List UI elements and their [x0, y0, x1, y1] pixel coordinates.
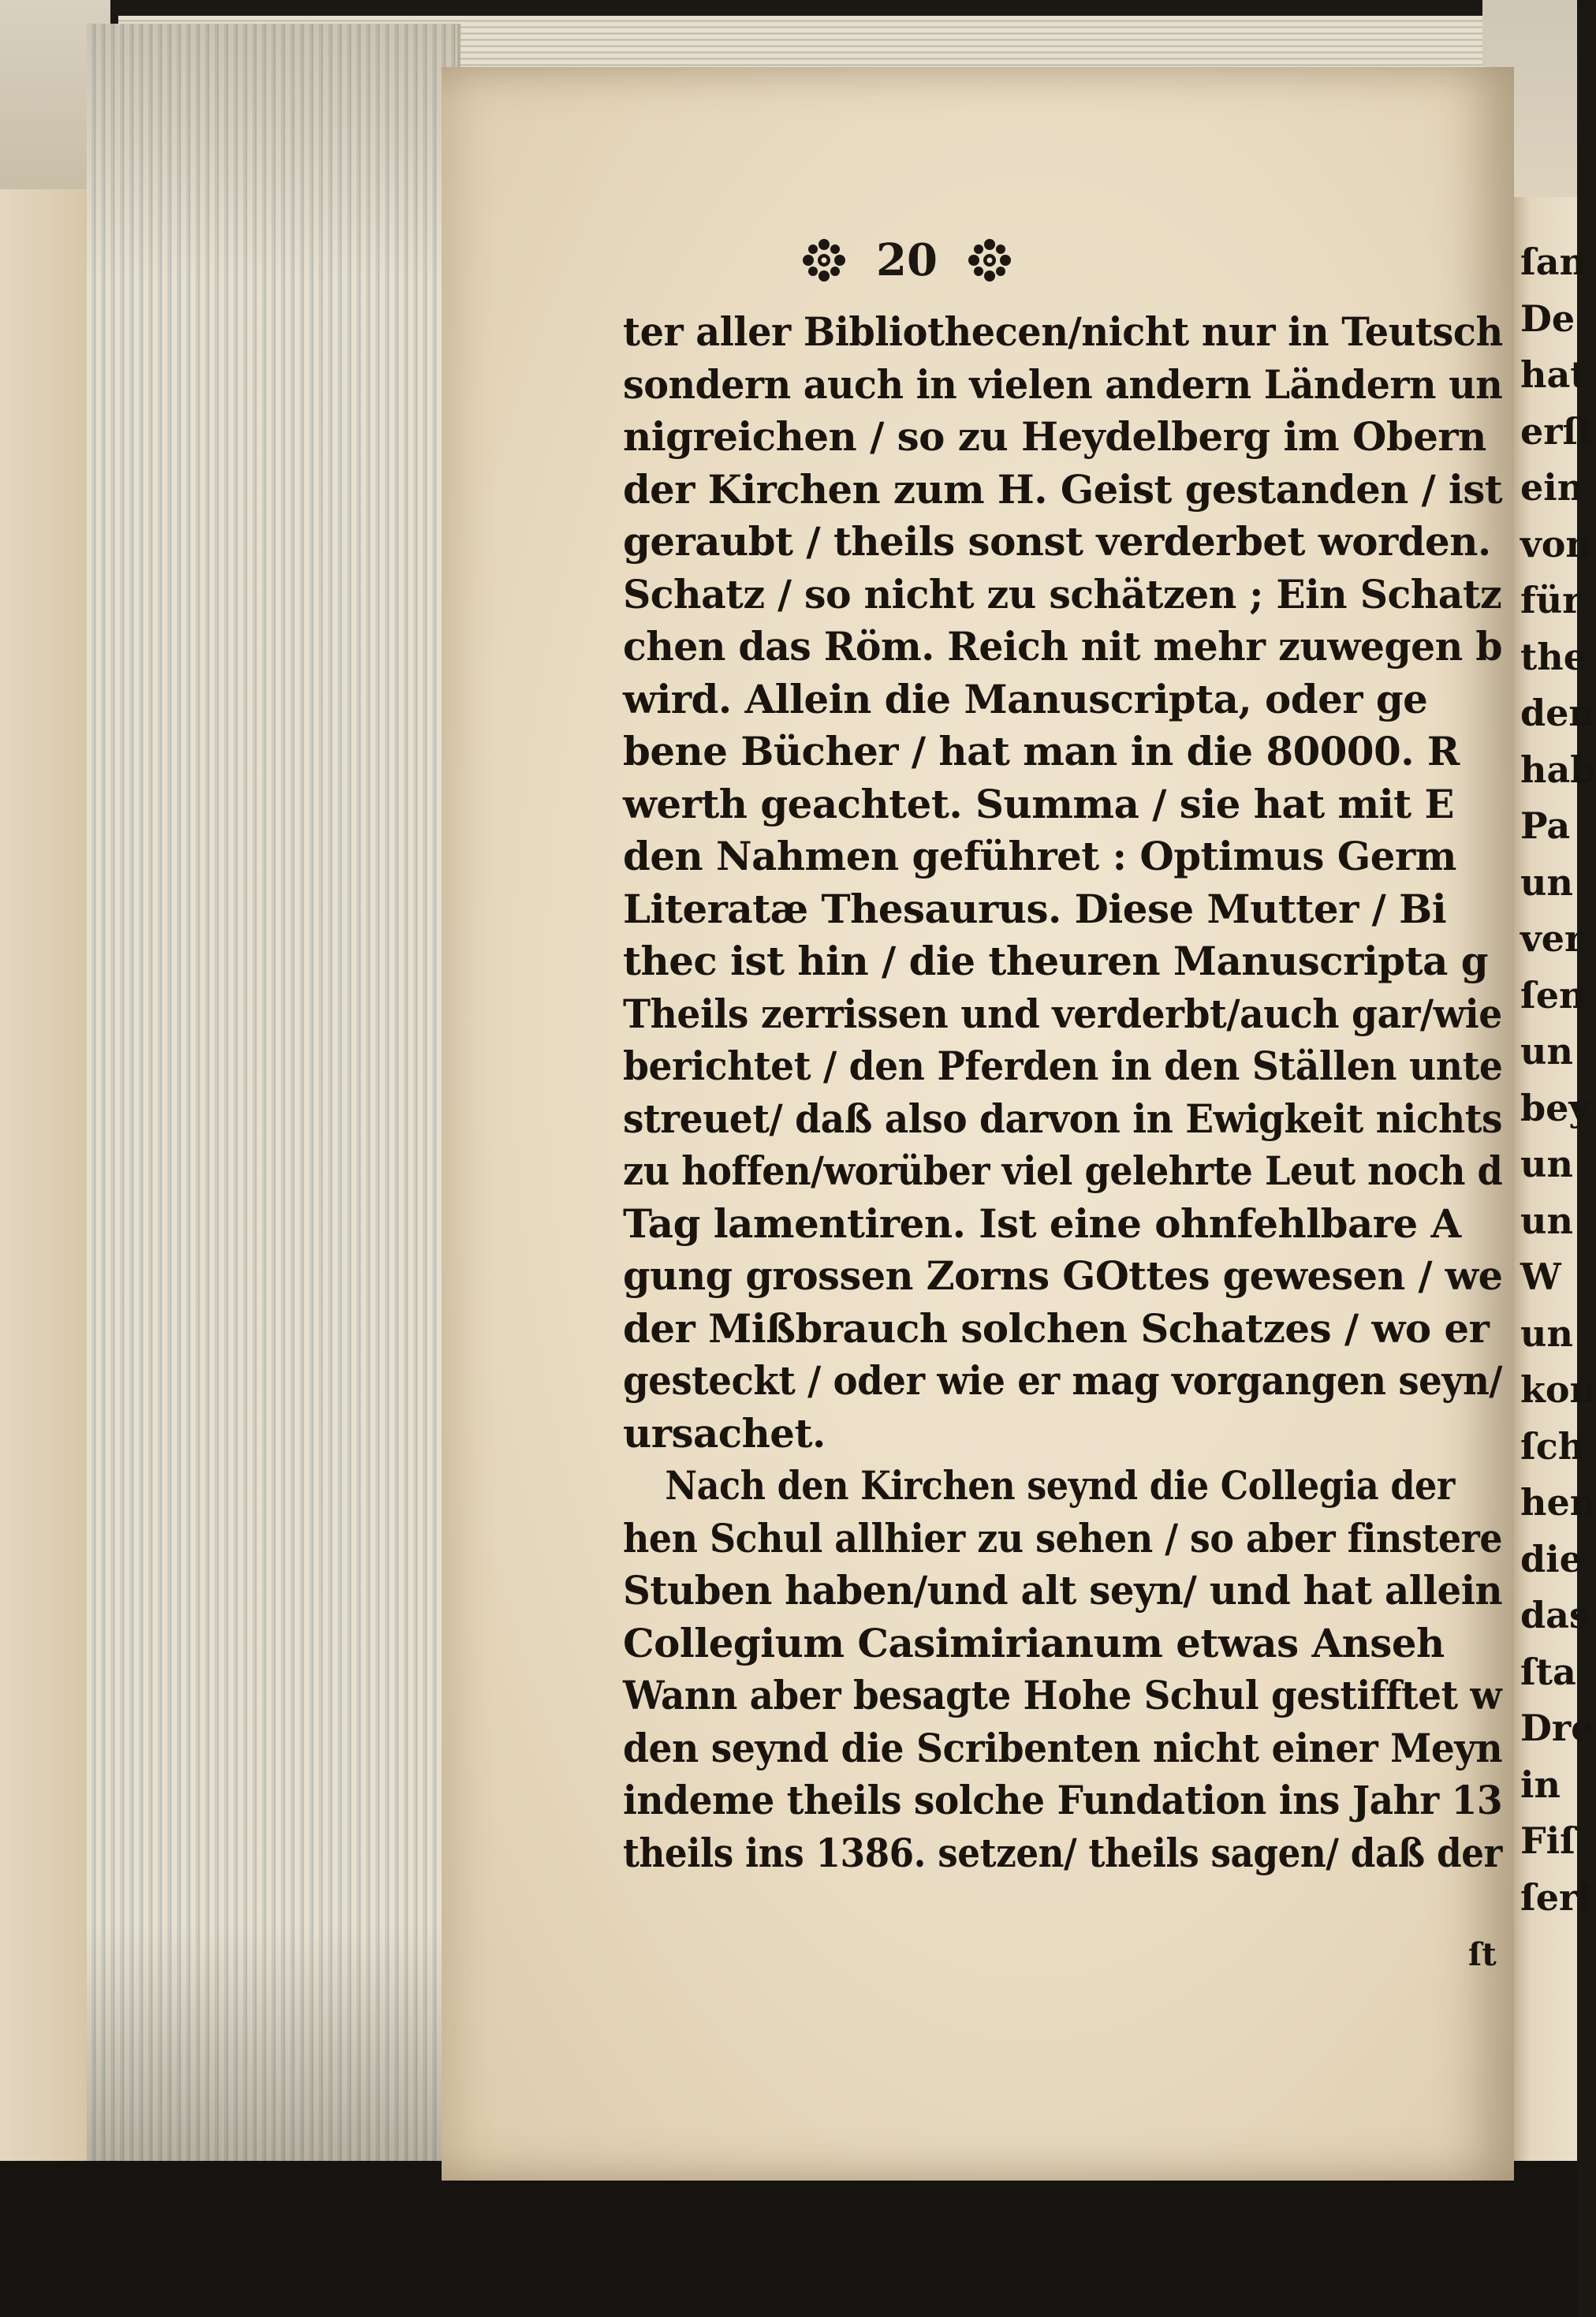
facing-page-fragment: hat [1520, 353, 1587, 396]
facing-page-fragment: hab [1520, 748, 1596, 791]
text-line: den Nahmen geführet : Optimus Germ [623, 833, 1456, 879]
facing-page-fragment: De [1520, 297, 1575, 340]
facing-page-fragment: für [1520, 579, 1582, 621]
text-line: Nach den Kirchen seynd die Collegia der [665, 1462, 1455, 1509]
text-line: streuet/ daß also darvon in Ewigkeit nichts [623, 1095, 1503, 1142]
facing-page-fragment: ſta [1520, 1650, 1576, 1693]
text-line: Schatz / so nicht zu schätzen ; Ein Schatz [623, 570, 1502, 617]
text-line: der Mißbrauch solchen Schatzes / wo er [623, 1304, 1490, 1352]
facing-page-fragment: ſerl [1520, 1875, 1592, 1919]
facing-page-fragment: in [1520, 1763, 1561, 1806]
facing-page-fragment: ſen [1520, 973, 1586, 1017]
facing-page-fragment: das [1520, 1594, 1590, 1636]
facing-page-fragment: hen [1520, 1481, 1596, 1524]
text-line: bene Bücher / hat man in die 80000. R [623, 728, 1460, 774]
page-header [552, 225, 1262, 296]
text-line: Tag lamentiren. Ist eine ohnfehlbare A [623, 1200, 1461, 1247]
facing-page-fragment: ſch [1520, 1424, 1585, 1468]
text-line: Stuben haben/und alt seyn/ und hat allein [623, 1567, 1503, 1614]
text-line: den seynd die Scribenten nicht einer Meyn [623, 1724, 1503, 1771]
text-line: indeme theils solche Fundation ins Jahr 13 [623, 1777, 1503, 1823]
text-line: Theils zerrissen und verderbt/auch gar/wie [623, 990, 1502, 1037]
facing-page-fragment: erſt [1520, 409, 1595, 453]
facing-page-fragment: Fiſ [1520, 1819, 1575, 1862]
text-line: chen das Röm. Reich nit mehr zuwegen b [623, 623, 1502, 670]
facing-page-fragment: Dre [1520, 1707, 1594, 1749]
facing-page-fragment: Pa [1520, 804, 1571, 847]
catchword: ſt [1468, 1936, 1497, 1973]
text-line: hen Schul allhier zu sehen / so aber finstere [623, 1514, 1503, 1561]
text-line: theils ins 1386. setzen/ theils sagen/ daß der [623, 1829, 1502, 1876]
text-line: gung grossen Zorns GOttes gewesen / we [623, 1252, 1503, 1299]
facing-page-fragment: un [1520, 860, 1573, 904]
text-line: der Kirchen zum H. Geist gestanden / ist [623, 465, 1503, 513]
page-number: 20 [876, 234, 938, 286]
text-line: sondern auch in vielen andern Ländern un [623, 360, 1503, 408]
text-line: Literatæ Thesaurus. Diese Mutter / Bi [623, 885, 1447, 932]
facing-page-fragment: bey [1520, 1086, 1590, 1129]
page-text [623, 306, 1506, 1879]
text-line: Collegium Casimirianum etwas Anseh [623, 1619, 1445, 1666]
text-line: zu hoffen/worüber viel gelehrte Leut noch d [623, 1147, 1503, 1194]
text-line: ter aller Bibliothecen/nicht nur in Teutsch [623, 308, 1503, 355]
text-line: werth geachtet. Summa / sie hat mit E [623, 780, 1454, 827]
background-bottom [0, 2161, 1577, 2317]
facing-page-fragment: ein [1520, 466, 1584, 509]
facing-page-fragment: the [1520, 635, 1587, 678]
facing-page-fragment: W [1520, 1256, 1561, 1298]
facing-page-fragment: ver [1520, 917, 1584, 960]
facing-page-fragment: den [1520, 692, 1595, 734]
facing-page-fragment: von [1520, 522, 1592, 565]
facing-page-fragment: kon [1520, 1368, 1596, 1411]
text-line: thec ist hin / die theuren Manuscripta g [623, 938, 1489, 984]
text-line: berichtet / den Pferden in den Ställen unte [623, 1043, 1503, 1089]
page-edges-stack [87, 24, 461, 2185]
facing-page-fragment: un [1520, 1199, 1573, 1242]
facing-page-fragment: ſan [1520, 241, 1587, 283]
flower-ornament-icon [964, 235, 1015, 285]
text-line: ursachet. [623, 1409, 826, 1457]
facing-page-fragment: un [1520, 1143, 1573, 1185]
flower-ornament-icon [799, 235, 849, 285]
facing-page-fragment: un [1520, 1030, 1573, 1073]
facing-page-fragment: un [1520, 1311, 1573, 1355]
text-line: gesteckt / oder wie er mag vorgangen seyn/ [623, 1357, 1503, 1404]
text-line: wird. Allein die Manuscripta, oder ge [623, 675, 1428, 722]
text-line: geraubt / theils sonst verderbet worden. [623, 518, 1491, 565]
text-line: Wann aber besagte Hohe Schul gestifftet w [623, 1672, 1502, 1718]
text-line: nigreichen / so zu Heydelberg im Obern [623, 413, 1486, 460]
facing-page-fragment: die [1520, 1537, 1583, 1580]
